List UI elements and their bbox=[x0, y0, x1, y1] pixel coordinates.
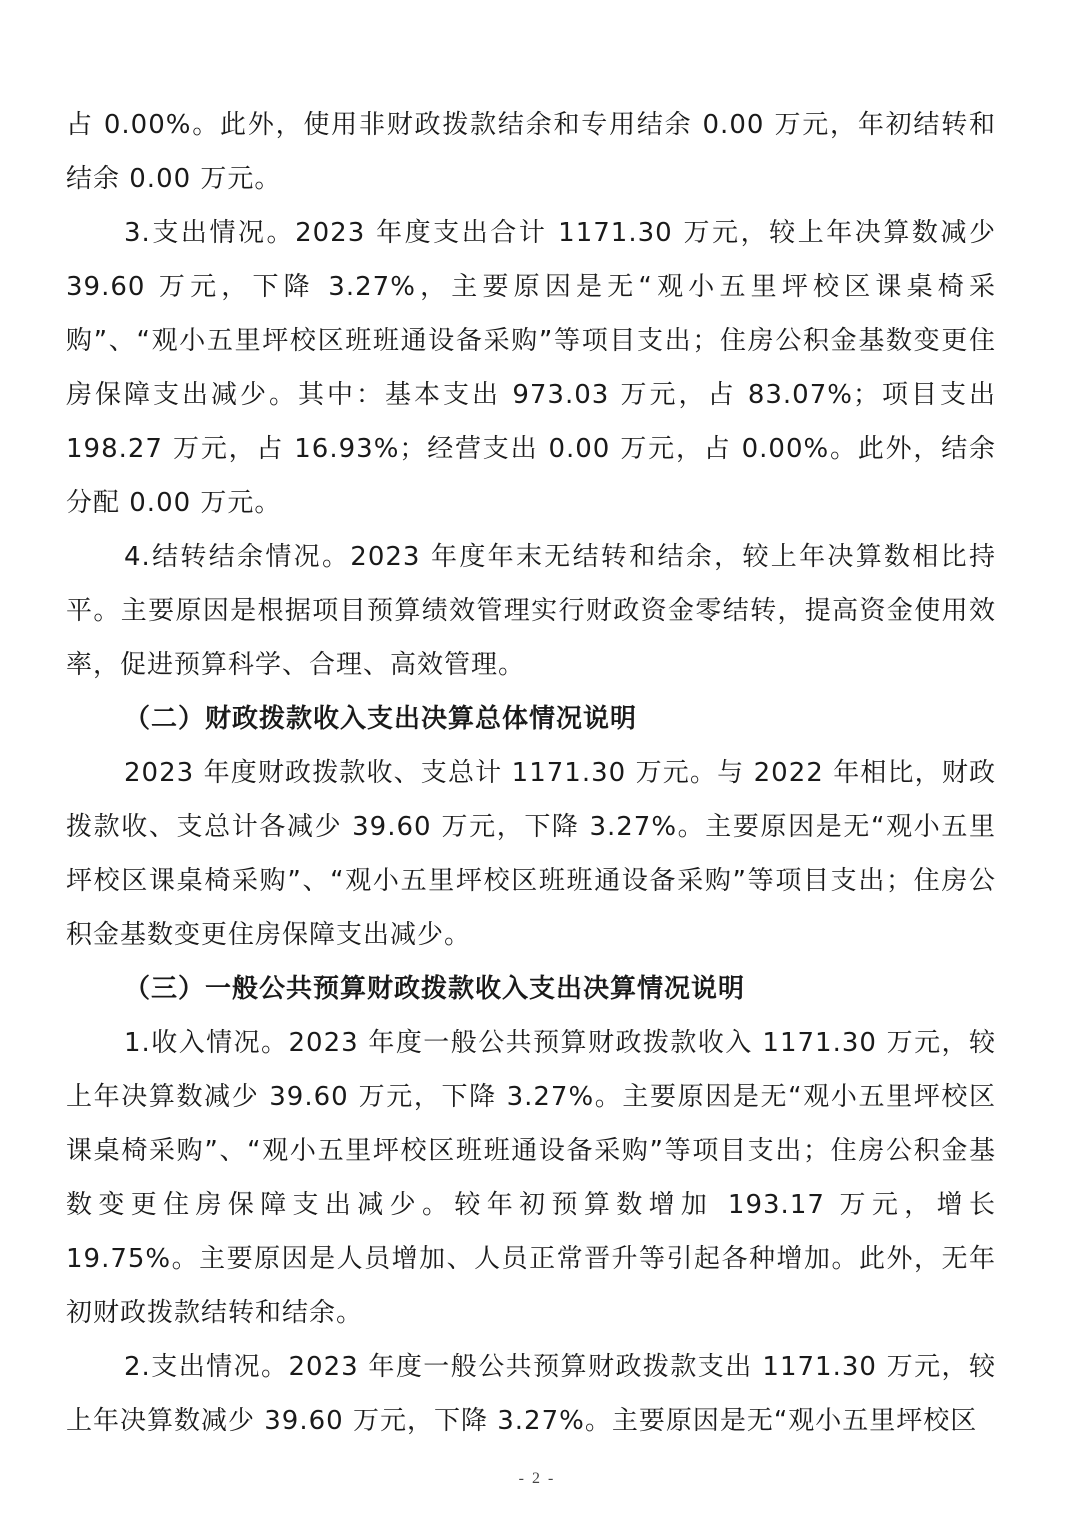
paragraph-income: 1.收入情况。2023 年度一般公共预算财政拨款收入 1171.30 万元，较上年决算数减少 39.60 万元，下降 3.27%。主要原因是无“观小五里坪校区课桌椅采购”、“观小五里坪校区班班通设备采购”等项目支出；住房公积金基数变更住房保障支出减少。较年初预算数增加 193.17 万元，增长 19.75%。主要原因是人员增加、人员正常晋升等引起各种增加。此外，无年初财政拨款结转和结余。 bbox=[66, 1028, 996, 1328]
page-number: - 2 - bbox=[518, 1470, 556, 1487]
paragraph-continuation: 占 0.00%。此外，使用非财政拨款结余和专用结余 0.00 万元，年初结转和结余 0.00 万元。 bbox=[66, 110, 996, 194]
paragraph-expenditure: 3.支出情况。2023 年度支出合计 1171.30 万元，较上年决算数减少 39.60 万元，下降 3.27%，主要原因是无“观小五里坪校区课桌椅采购”、“观小五里坪校区班班通设备采购”等项目支出；住房公积金基数变更住房保障支出减少。其中：基本支出 973.03 万元，占 83.07%；项目支出 198.27 万元，占 16.93%；经营支出 0.00 万元，占 0.00%。此外，结余分配 0.00 万元。 bbox=[66, 218, 996, 518]
paragraph-spending: 2.支出情况。2023 年度一般公共预算财政拨款支出 1171.30 万元，较上年决算数减少 39.60 万元，下降 3.27%。主要原因是无“观小五里坪校区 bbox=[66, 1352, 996, 1436]
paragraph-carryover: 4.结转结余情况。2023 年度年末无结转和结余，较上年决算数相比持平。主要原因是根据项目预算绩效管理实行财政资金零结转，提高资金使用效率，促进预算科学、合理、高效管理。 bbox=[66, 542, 996, 680]
section-heading-3: （三）一般公共预算财政拨款收入支出决算情况说明 bbox=[124, 974, 746, 1004]
section-heading-2: （二）财政拨款收入支出决算总体情况说明 bbox=[124, 704, 638, 734]
paragraph-fiscal-total: 2023 年度财政拨款收、支总计 1171.30 万元。与 2022 年相比，财政拨款收、支总计各减少 39.60 万元，下降 3.27%。主要原因是无“观小五里坪校区课桌椅采购”、“观小五里坪校区班班通设备采购”等项目支出；住房公积金基数变更住房保障支出减少。 bbox=[66, 758, 996, 950]
document-body bbox=[66, 98, 996, 1448]
